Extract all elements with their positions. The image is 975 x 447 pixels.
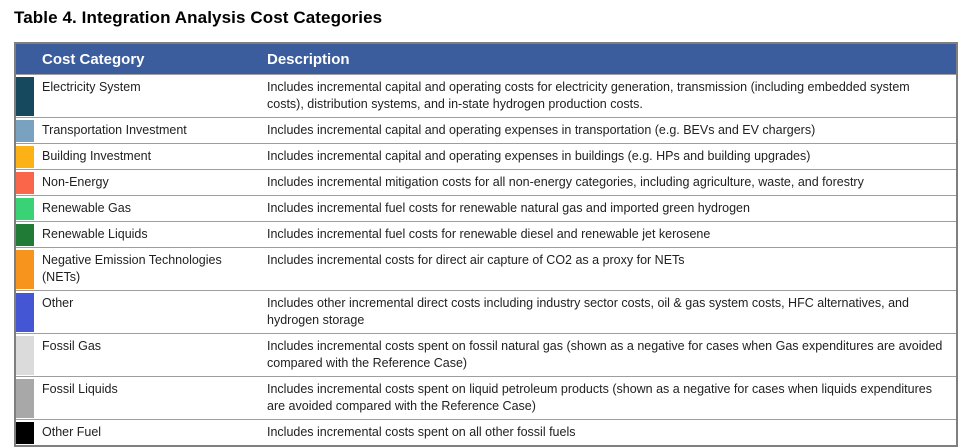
category-color-cell [16, 118, 34, 143]
category-color-cell [16, 170, 34, 195]
column-header-cost-category: Cost Category [42, 50, 145, 68]
category-description: Includes incremental fuel costs for renewable natural gas and imported green hydrogen [267, 201, 750, 215]
category-description: Includes incremental capital and operating expenses in transportation (e.g. BEVs and EV chargers) [267, 123, 816, 137]
table-row [16, 74, 956, 117]
category-color-swatch [16, 146, 34, 168]
category-description: Includes incremental fuel costs for renewable diesel and renewable jet kerosene [267, 227, 711, 241]
category-name: Building Investment [42, 149, 152, 163]
column-header-description: Description [267, 50, 350, 68]
table-row [16, 221, 956, 247]
category-color-cell [16, 75, 34, 117]
table-row [16, 169, 956, 195]
category-name: Non-Energy [42, 175, 109, 189]
category-description: Includes incremental mitigation costs for all non-energy categories, including agriculture, waste, and forestry [267, 175, 864, 189]
category-color-swatch [16, 198, 34, 220]
category-name: Fossil Gas [42, 339, 102, 353]
category-color-cell [16, 144, 34, 169]
category-name: Other Fuel [42, 425, 102, 439]
table-title: Table 4. Integration Analysis Cost Categories [14, 8, 383, 27]
cost-categories-table [14, 42, 958, 447]
category-description: Includes incremental capital and operating expenses in buildings (e.g. HPs and building upgrades) [267, 149, 811, 163]
category-description: Includes incremental capital and operating costs for electricity generation, transmission (including embedded system costs), distribution systems, and in-state hydrogen production costs. [267, 80, 910, 111]
category-name: Renewable Liquids [42, 227, 148, 241]
table-row [16, 419, 956, 445]
category-color-swatch [16, 120, 34, 142]
category-color-swatch [16, 172, 34, 194]
category-name: Renewable Gas [42, 201, 131, 215]
category-color-swatch [16, 77, 34, 116]
category-name: Negative Emission Technologies (NETs) [42, 253, 222, 284]
category-color-swatch [16, 293, 34, 332]
category-color-cell [16, 196, 34, 221]
category-color-swatch [16, 336, 34, 375]
table-row [16, 117, 956, 143]
table-row [16, 376, 956, 419]
table-body [16, 74, 956, 445]
category-color-cell [16, 248, 34, 290]
category-color-cell [16, 420, 34, 445]
category-name: Electricity System [42, 80, 141, 94]
category-name: Other [42, 296, 74, 310]
category-description: Includes incremental costs for direct air capture of CO2 as a proxy for NETs [267, 253, 685, 267]
category-description: Includes other incremental direct costs including industry sector costs, oil & gas system costs, HFC alternatives, and hydrogen storage [267, 296, 909, 327]
category-name: Fossil Liquids [42, 382, 118, 396]
category-description: Includes incremental costs spent on fossil natural gas (shown as a negative for cases when Gas expenditures are avoided compared with the Reference Case) [267, 339, 943, 370]
category-color-cell [16, 377, 34, 419]
table-header-row [16, 44, 956, 74]
category-description: Includes incremental costs spent on all other fossil fuels [267, 425, 576, 439]
table-row [16, 195, 956, 221]
category-color-swatch [16, 379, 34, 418]
category-color-swatch [16, 224, 34, 246]
category-color-swatch [16, 422, 34, 444]
table-row [16, 247, 956, 290]
category-description: Includes incremental costs spent on liquid petroleum products (shown as a negative for cases when liquids expenditures are avoided compared with the Reference Case) [267, 382, 932, 413]
category-color-cell [16, 222, 34, 247]
table-row [16, 143, 956, 169]
category-color-cell [16, 334, 34, 376]
table-row [16, 333, 956, 376]
category-name: Transportation Investment [42, 123, 187, 137]
category-color-cell [16, 291, 34, 333]
category-color-swatch [16, 250, 34, 289]
table-row [16, 290, 956, 333]
